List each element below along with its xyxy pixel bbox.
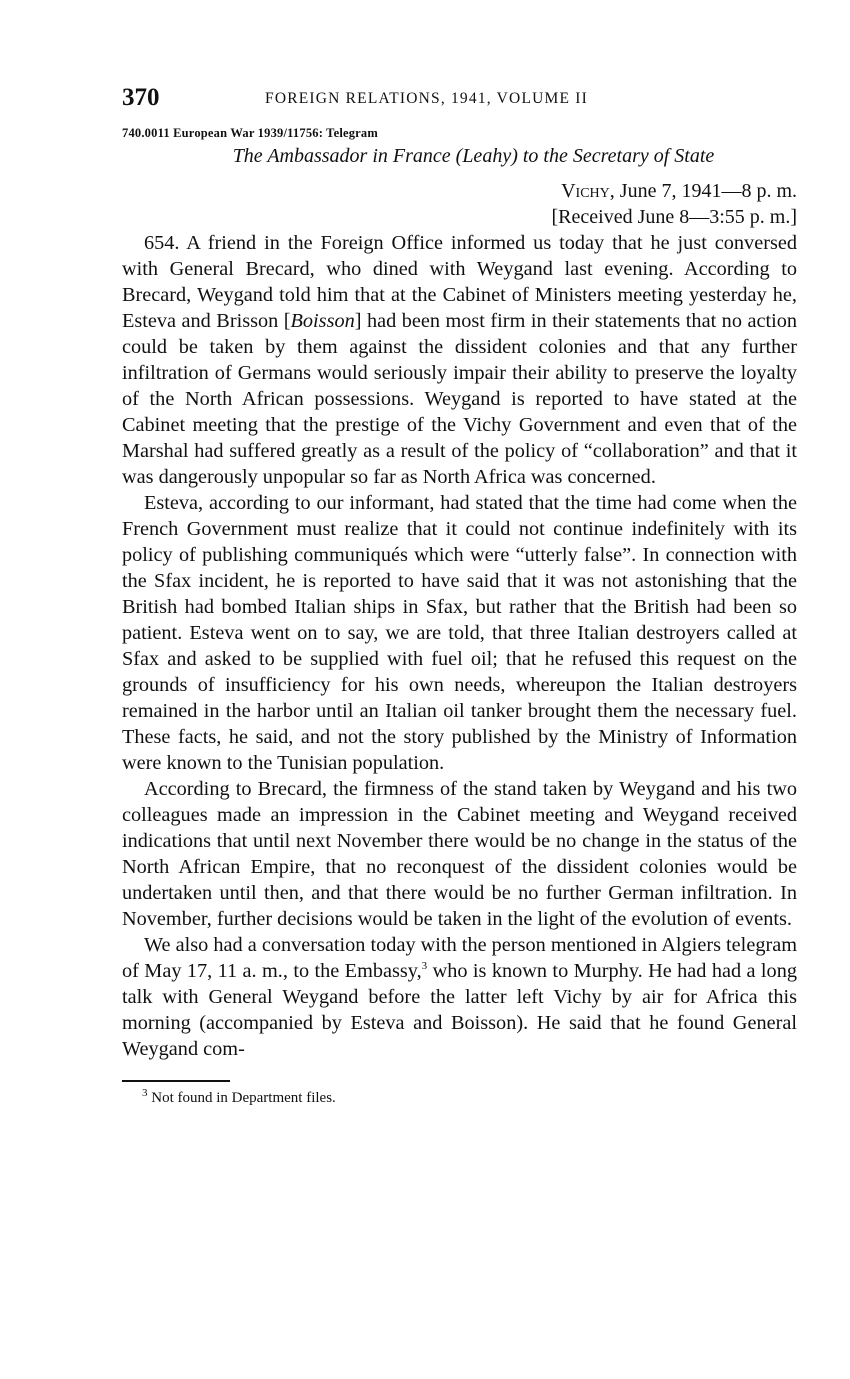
- heading-name: Leahy: [462, 145, 512, 167]
- heading-part1: The Ambassador in France (: [232, 145, 463, 167]
- paragraph-3: According to Brecard, the firmness of the stand taken by Weygand and his two colleagues made an impression in the Cabinet meeting and Weygand received indications that until next November there would be no change in the status of the North African Empire, that no reconquest of the dissident colonies would be undertaken until then, and that there would be no further German infiltration. In November, further decisions would be taken in the light of the evolution of events.: [122, 778, 797, 930]
- footnote-rule: [122, 1080, 230, 1082]
- paragraph-4: [122, 932, 797, 1062]
- received-line: [Received June 8—3:55 p. m.]: [551, 206, 797, 228]
- place: Vichy: [561, 180, 610, 202]
- paragraph-1-text-b: ] had been most firm in their statements that no action could be taken by them against the dissident colonies and that any further infiltration of Germans would seriously impair their ability to preserve the loyalty of the North African possessions. Weygand is reported to have stated at the Cabinet meeting that the prestige of the Vichy Government and even that of the Marshal had suffered greatly as a result of the policy of “collaboration” and that it was dangerously unpopular so far as North Africa was concerned.: [122, 310, 797, 488]
- footnote-text: Not found in Department files.: [147, 1090, 336, 1106]
- running-title: FOREIGN RELATIONS, 1941, VOLUME II: [265, 90, 588, 107]
- date-time: , June 7, 1941—8 p. m.: [609, 180, 797, 202]
- footnote: [122, 1087, 797, 1107]
- heading-part2: ) to the Secretary of State: [511, 145, 715, 167]
- telegram-body: [122, 230, 797, 1062]
- dateline: [122, 178, 797, 230]
- footnote-marker: 3: [142, 1087, 148, 1099]
- paragraph-1-text-a: 654. A friend in the Foreign Office informed us today that he just conversed with General Brecard, who dined with Weygand last evening. According to Brecard, Weygand told him that at the Cabinet of Ministers meeting yesterday he, Esteva and Brisson [: [122, 232, 797, 332]
- paragraph-4-text-a: We also had a conversation today with the person mentioned in Algiers telegram of May 17, 11 a. m., to the Embassy,: [122, 934, 797, 982]
- document-heading: [150, 145, 797, 168]
- file-reference: 740.0011 European War 1939/11756: Telegram: [122, 126, 378, 140]
- paragraph-2: Esteva, according to our informant, had stated that the time had come when the French Government must realize that it could not continue indefinitely with its policy of publishing communiqués which were “utterly false”. In connection with the Sfax incident, he is reported to have said that it was not astonishing that the British had bombed Italian ships in Sfax, but rather that the British had been so patient. Esteva went on to say, we are told, that three Italian destroyers called at Sfax and asked to be supplied with fuel oil; that he refused this request on the grounds of insufficiency for his own needs, whereupon the Italian destroyers remained in the harbor until an Italian oil tanker brought them the necessary fuel. These facts, he said, and not the story published by the Ministry of Information were known to the Tunisian population.: [122, 492, 797, 774]
- footnote-reference: 3: [421, 960, 428, 973]
- paragraph-1-italic: Boisson: [290, 310, 355, 332]
- page: [122, 80, 797, 1107]
- running-head: [122, 80, 797, 116]
- sent-line: [122, 178, 797, 204]
- paragraph-1: [122, 230, 797, 490]
- page-number: 370: [122, 84, 160, 111]
- paragraph-4-text-b: who is known to Murphy. He had had a long talk with General Weygand before the latter left Vichy by air for Africa this morning (accompanied by Esteva and Boisson). He said that he found General Weygand com-: [122, 960, 797, 1060]
